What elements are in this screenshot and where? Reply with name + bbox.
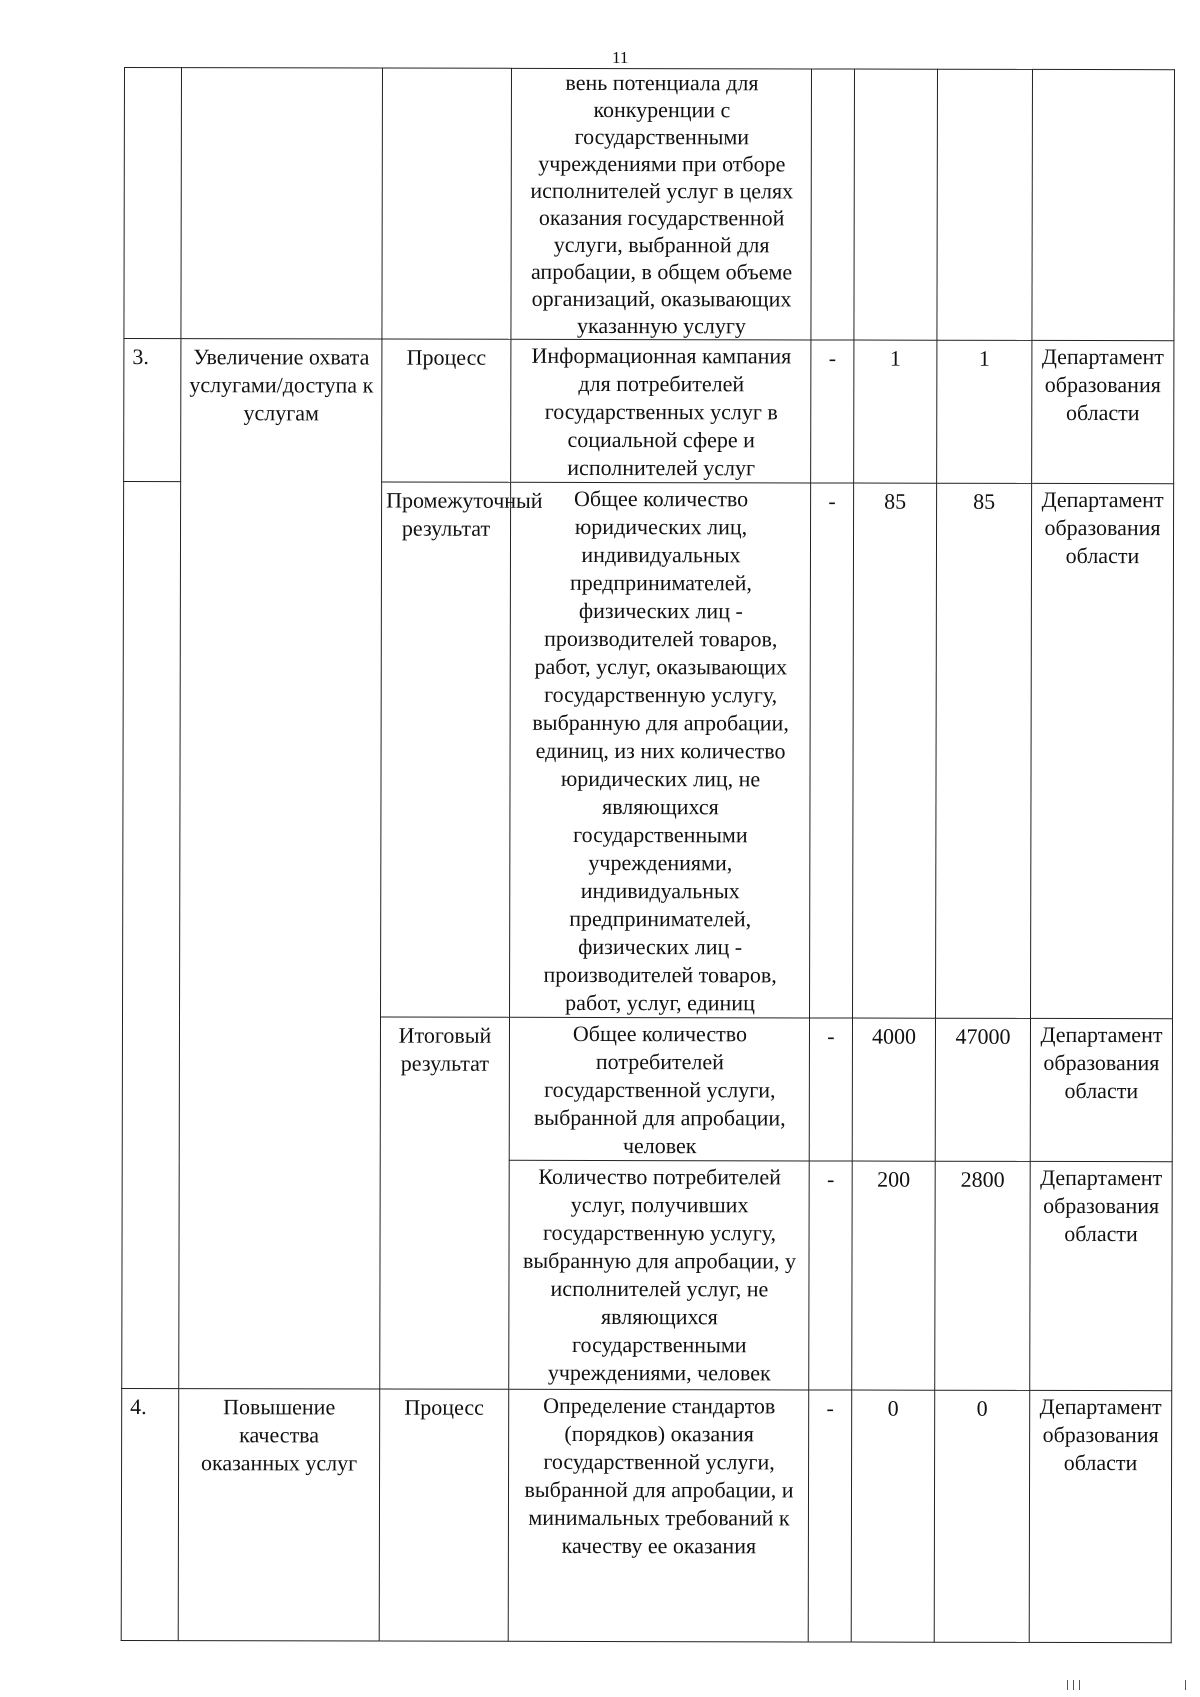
document-sheet [121, 67, 1174, 1559]
indicator-type-cell [382, 68, 512, 339]
indicator-cell: Определение стандартов (порядков) оказания государственной услуги, выбранной для апробации, и минимальных требований к качеству ее оказания [508, 1389, 809, 1642]
base-value-cell: - [809, 1161, 852, 1390]
row-number: 3. [124, 339, 181, 482]
year-1-value-cell: 4000 [852, 1018, 935, 1161]
table-row [124, 68, 1175, 341]
indicator-cell: Общее количество юридических лиц, индивидуальных предпринимателей, физических лиц - производителей товаров, работ, услуг, оказывающих государственную услугу, выбранную для апробации, единиц, из них количество юридических лиц, не являющихся государственными учреждениями, индивидуальных предпринимателей, физических лиц - производителей товаров, работ, услуг, единиц [510, 482, 811, 1018]
responsible-cell: Департамент образования области [1029, 1390, 1172, 1642]
responsible-cell: Департамент образования области [1030, 1161, 1172, 1390]
responsible-cell [1032, 69, 1175, 340]
year-2-value-cell: 1 [937, 340, 1032, 483]
page-number: 11 [612, 48, 629, 67]
table-row [121, 1388, 1172, 1642]
indicator-cell: Количество потребителей услуг, получивших государственную услугу, выбранную для апробации, у исполнителей услуг, не являющихся государственными учреждениями, человек [509, 1160, 809, 1390]
indicator-type-cell: Процесс [382, 339, 511, 482]
indicators-table [121, 67, 1175, 1643]
task-cell [181, 68, 383, 339]
year-1-value-cell: 200 [852, 1161, 935, 1390]
responsible-cell: Департамент образования области [1031, 483, 1174, 1018]
base-value-cell: - [808, 1390, 852, 1642]
indicator-type-cell: Итоговый результат [380, 1017, 510, 1389]
year-1-value-cell: 0 [851, 1390, 935, 1642]
year-1-value-cell [854, 69, 938, 340]
year-2-value-cell: 2800 [935, 1161, 1030, 1390]
indicator-type-cell: Процесс [379, 1389, 509, 1641]
row-number [124, 68, 182, 339]
row-number: 4. [121, 1388, 179, 1640]
indicator-cell: вень потенциала для конкуренции с государственными учреждениями при отборе исполнителей услуг в целях оказания государственной услуги, выбранной для апробации, в общем объеме организаций, оказывающих указанную услугу [511, 68, 812, 340]
base-value-cell [811, 69, 855, 340]
responsible-cell: Департамент образования области [1030, 1018, 1172, 1161]
base-value-cell: - [810, 483, 854, 1018]
year-2-value-cell: 0 [934, 1390, 1030, 1642]
responsible-cell: Департамент образования области [1032, 340, 1174, 483]
task-cell: Увеличение охвата услугами/доступа к услугам [179, 339, 382, 1389]
year-2-value-cell: 47000 [935, 1018, 1030, 1161]
scan-edge-marks [1067, 1678, 1187, 1690]
indicator-cell: Общее количество потребителей государственной услуги, выбранной для апробации, человек [509, 1017, 809, 1161]
indicator-cell: Информационная кампания для потребителей государственных услуг в социальной сфере и исполнителей услуг [511, 339, 811, 483]
year-2-value-cell [937, 69, 1033, 340]
base-value-cell: - [811, 340, 854, 483]
row-number [122, 482, 181, 1389]
year-1-value-cell: 1 [854, 340, 937, 483]
year-2-value-cell: 85 [936, 483, 1032, 1018]
base-value-cell: - [809, 1018, 852, 1161]
task-cell: Повышение качества оказанных услуг [178, 1389, 380, 1641]
table-row [124, 339, 1174, 484]
year-1-value-cell: 85 [853, 483, 937, 1018]
indicator-type-cell: Промежуточный результат [381, 482, 511, 1017]
